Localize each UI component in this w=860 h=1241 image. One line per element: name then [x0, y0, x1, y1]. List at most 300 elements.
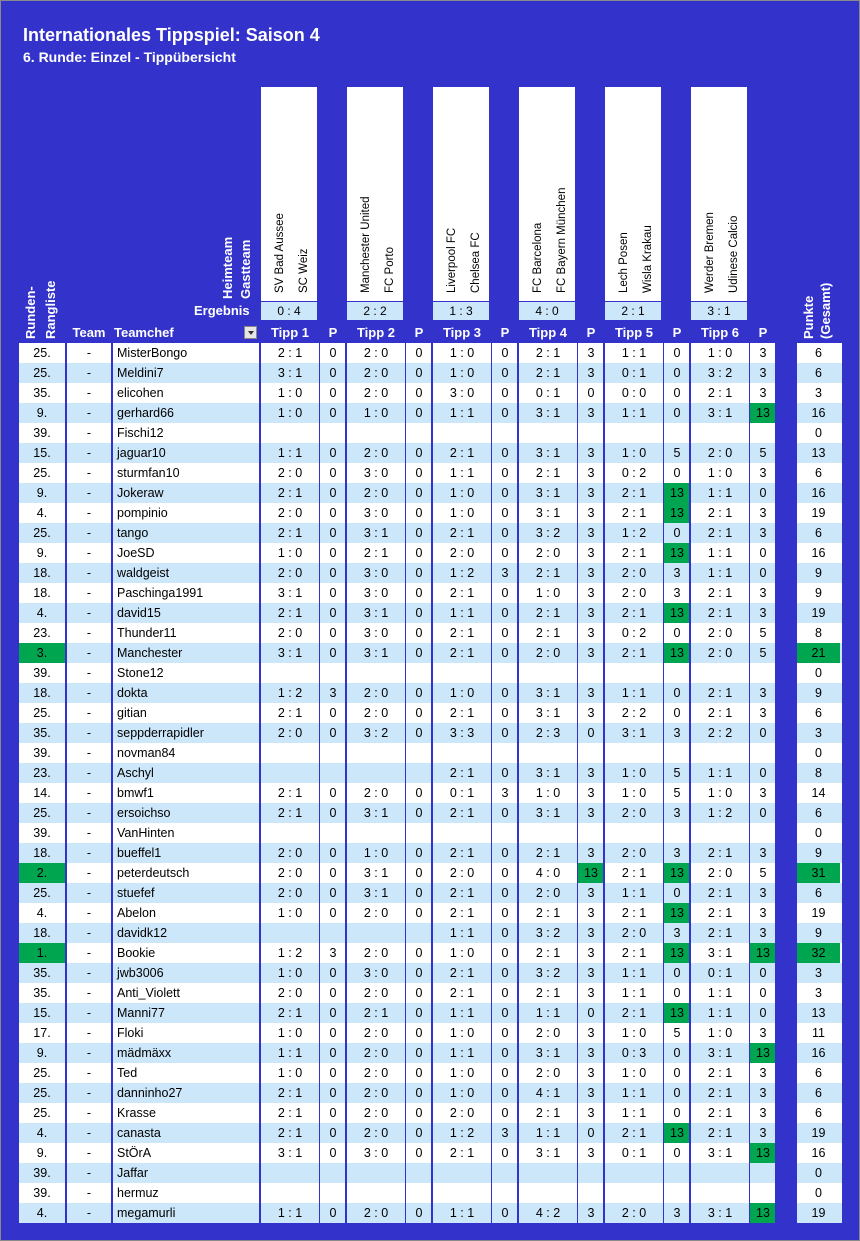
points-cell: 3 — [759, 786, 767, 800]
tipp-cell — [261, 923, 319, 943]
points-cell: 3 — [587, 1046, 595, 1060]
tipp-cell: 2 : 1 — [621, 486, 647, 500]
points-cell: 0 — [501, 386, 509, 400]
team-cell: - — [86, 966, 92, 980]
home-team-name: SV Bad Aussee — [274, 213, 286, 293]
points-cell — [319, 1163, 347, 1183]
points-cell — [319, 1183, 347, 1203]
tipp-cell — [605, 423, 663, 443]
points-cell: 5 — [759, 446, 767, 460]
points-cell: 0 — [329, 366, 337, 380]
points-cell: 0 — [415, 346, 423, 360]
teamchef-cell: jwb3006 — [117, 966, 164, 980]
total-points-cell: 9 — [815, 586, 822, 600]
teamchef-cell: Thunder11 — [117, 626, 177, 640]
tipp-cell: 2 : 1 — [449, 846, 475, 860]
header-heimteam: Heimteam — [220, 236, 235, 299]
points-cell: 0 — [415, 546, 423, 560]
total-points-cell: 13 — [811, 1006, 826, 1020]
rank-cell: 18. — [33, 846, 51, 860]
away-team-name: FC Bayern München — [556, 187, 568, 293]
points-cell: 0 — [329, 1046, 337, 1060]
total-points-cell: 31 — [797, 863, 840, 883]
tipp-cell: 3 : 1 — [707, 1146, 733, 1160]
points-cell: 3 — [501, 566, 509, 580]
tipp-cell: 2 : 1 — [535, 626, 561, 640]
tipp-cell: 2 : 1 — [621, 506, 647, 520]
column-divider — [431, 343, 433, 1223]
tipp-cell: 2 : 0 — [535, 1026, 561, 1040]
team-cell: - — [86, 526, 92, 540]
tipp-cell: 0 : 1 — [535, 386, 561, 400]
tipp-cell: 1 : 1 — [707, 546, 733, 560]
tipp-cell: 3 : 2 — [535, 966, 561, 980]
tipp-cell: 3 : 0 — [363, 1146, 389, 1160]
teamchef-cell: tango — [117, 526, 149, 540]
points-cell: 0 — [329, 1146, 337, 1160]
tipp-cell: 1 : 0 — [621, 1026, 647, 1040]
points-cell: 0 — [329, 406, 337, 420]
tipp-cell: 2 : 1 — [449, 986, 475, 1000]
team-cell: - — [86, 366, 92, 380]
tipp-cell: 1 : 1 — [535, 1126, 561, 1140]
rank-cell: 4. — [36, 906, 48, 920]
points-cell: 0 — [415, 686, 423, 700]
tipp-cell: 2 : 1 — [535, 906, 561, 920]
points-cell: 0 — [673, 986, 681, 1000]
column-divider — [663, 343, 664, 1223]
tipp-cell: 3 : 2 — [707, 366, 733, 380]
tipp-cell: 3 : 1 — [535, 806, 561, 820]
points-cell: 0 — [329, 1206, 337, 1220]
team-cell: - — [86, 1006, 92, 1020]
away-team-name: Wisla Krakau — [642, 225, 654, 293]
tipp-cell: 1 : 2 — [449, 1126, 475, 1140]
points-cell — [491, 823, 519, 843]
points-cell: 0 — [415, 1066, 423, 1080]
points-cell — [577, 823, 605, 843]
points-cell: 0 — [759, 546, 767, 560]
points-cell: 5 — [673, 1026, 681, 1040]
points-cell: 0 — [673, 886, 681, 900]
tipp-cell — [347, 743, 405, 763]
points-cell: 0 — [329, 1126, 337, 1140]
points-cell: 3 — [587, 546, 595, 560]
tipp-cell: 1 : 0 — [449, 506, 475, 520]
points-cell: 0 — [759, 486, 767, 500]
tipp-cell: 2 : 1 — [449, 646, 475, 660]
tipp-cell: 3 : 1 — [535, 686, 561, 700]
points-cell: 3 — [587, 766, 595, 780]
points-cell: 0 — [673, 386, 681, 400]
points-cell: 0 — [415, 446, 423, 460]
tipp-cell: 2 : 1 — [535, 986, 561, 1000]
points-cell: 0 — [329, 606, 337, 620]
filter-dropdown-button[interactable] — [244, 326, 257, 339]
team-cell: - — [86, 926, 92, 940]
points-cell: 0 — [673, 466, 681, 480]
points-cell: 0 — [329, 726, 337, 740]
points-cell: 0 — [501, 586, 509, 600]
points-cell: 13 — [749, 403, 777, 423]
points-cell: 0 — [329, 466, 337, 480]
tipp-cell — [347, 423, 405, 443]
tipp-cell: 3 : 1 — [707, 946, 733, 960]
rank-cell: 18. — [33, 586, 51, 600]
rank-cell: 23. — [33, 766, 51, 780]
points-cell: 3 — [759, 606, 767, 620]
tipp-cell: 2 : 1 — [277, 1086, 303, 1100]
tipp-cell: 2 : 1 — [277, 786, 303, 800]
tipp-cell: 2 : 1 — [277, 526, 303, 540]
rank-cell: 9. — [36, 486, 48, 500]
points-cell — [319, 763, 347, 783]
points-cell: 0 — [329, 506, 337, 520]
points-cell: 0 — [673, 1046, 681, 1060]
tipp-cell: 2 : 1 — [621, 1126, 647, 1140]
away-team-name: FC Porto — [384, 246, 396, 293]
points-cell: 3 — [587, 786, 595, 800]
points-cell: 0 — [329, 786, 337, 800]
points-cell: 0 — [759, 566, 767, 580]
tipp-cell: 2 : 1 — [621, 1006, 647, 1020]
teamchef-cell: pompinio — [117, 506, 168, 520]
tipp-cell: 1 : 1 — [621, 1106, 647, 1120]
team-cell: - — [86, 486, 92, 500]
tipp-cell: 3 : 1 — [707, 1046, 733, 1060]
tipp-cell: 2 : 0 — [363, 386, 389, 400]
tipp-cell: 1 : 0 — [449, 1066, 475, 1080]
total-points-cell: 19 — [811, 606, 826, 620]
tipp-cell — [261, 1183, 319, 1203]
rank-cell: 39. — [33, 746, 51, 760]
tipp-cell — [261, 823, 319, 843]
tipp-cell: 1 : 1 — [449, 926, 475, 940]
points-cell: 0 — [501, 846, 509, 860]
tipp-cell: 2 : 1 — [707, 526, 733, 540]
points-cell: 0 — [501, 1046, 509, 1060]
points-cell: 0 — [329, 386, 337, 400]
header-points-1: P — [328, 325, 338, 340]
tipp-cell: 2 : 0 — [363, 1206, 389, 1220]
points-cell: 0 — [759, 966, 767, 980]
teamchef-cell: waldgeist — [117, 566, 170, 580]
points-cell: 0 — [329, 486, 337, 500]
tipp-cell: 2 : 1 — [449, 806, 475, 820]
tipp-cell: 1 : 1 — [621, 346, 647, 360]
header-runden: Runden- — [23, 286, 38, 339]
tipp-cell: 2 : 1 — [707, 686, 733, 700]
tipp-cell: 0 : 1 — [707, 966, 733, 980]
points-cell: 0 — [673, 1086, 681, 1100]
team-cell: - — [86, 726, 92, 740]
tipp-cell: 2 : 0 — [363, 366, 389, 380]
header-points-3: P — [500, 325, 510, 340]
points-cell: 0 — [759, 1006, 767, 1020]
match-box-1 — [261, 87, 317, 301]
tipp-cell: 2 : 3 — [535, 726, 561, 740]
total-points-cell: 6 — [815, 806, 822, 820]
match-result-1: 0 : 4 — [261, 302, 317, 320]
tipp-cell: 2 : 1 — [535, 346, 561, 360]
total-points-cell: 6 — [815, 706, 822, 720]
tipp-cell: 2 : 1 — [449, 906, 475, 920]
points-cell: 3 — [673, 846, 681, 860]
tipp-cell: 2 : 0 — [707, 446, 733, 460]
teamchef-cell: novman84 — [117, 746, 176, 760]
tipp-cell — [519, 423, 577, 443]
points-cell: 0 — [501, 966, 509, 980]
tipp-cell — [433, 743, 491, 763]
match-result-6: 3 : 1 — [691, 302, 747, 320]
tipp-cell: 3 : 1 — [707, 1206, 733, 1220]
total-points-cell: 16 — [811, 546, 826, 560]
team-cell: - — [86, 466, 92, 480]
points-cell — [319, 743, 347, 763]
tipp-cell: 2 : 2 — [707, 726, 733, 740]
points-cell: 3 — [587, 906, 595, 920]
total-points-cell: 16 — [811, 406, 826, 420]
team-cell: - — [86, 1046, 92, 1060]
header-points-4: P — [586, 325, 596, 340]
team-cell: - — [86, 1086, 92, 1100]
total-points-cell: 11 — [812, 1026, 825, 1040]
points-cell: 0 — [415, 466, 423, 480]
points-cell: 0 — [673, 1106, 681, 1120]
tipp-cell: 1 : 1 — [277, 1206, 303, 1220]
total-points-cell: 3 — [815, 986, 822, 1000]
rank-cell: 4. — [36, 506, 48, 520]
total-points-cell: 3 — [815, 726, 822, 740]
points-cell: 3 — [587, 1206, 595, 1220]
rank-cell: 15. — [33, 1006, 51, 1020]
tipp-cell: 2 : 0 — [621, 586, 647, 600]
teamchef-cell: dokta — [117, 686, 148, 700]
away-team-name: SC Weiz — [298, 248, 310, 293]
rank-cell: 25. — [33, 526, 51, 540]
tipp-cell: 3 : 1 — [535, 506, 561, 520]
teamchef-cell: VanHinten — [117, 826, 175, 840]
points-cell: 0 — [673, 346, 681, 360]
points-cell: 0 — [415, 706, 423, 720]
tipp-cell: 1 : 0 — [449, 686, 475, 700]
tipp-cell — [519, 1183, 577, 1203]
rank-cell: 39. — [33, 1186, 51, 1200]
tipp-cell: 1 : 2 — [277, 686, 303, 700]
tipp-cell — [433, 1163, 491, 1183]
points-cell — [319, 923, 347, 943]
team-cell: - — [86, 626, 92, 640]
total-points-cell: 9 — [815, 686, 822, 700]
points-cell: 3 — [759, 1126, 767, 1140]
teamchef-cell: seppderrapidler — [117, 726, 204, 740]
points-cell — [749, 823, 777, 843]
tipp-cell: 2 : 0 — [449, 866, 475, 880]
points-cell — [749, 1163, 777, 1183]
tipp-cell: 2 : 0 — [277, 886, 303, 900]
points-cell: 0 — [501, 646, 509, 660]
tipp-cell: 3 : 1 — [535, 1146, 561, 1160]
points-cell — [663, 1163, 691, 1183]
points-cell: 3 — [759, 386, 767, 400]
rank-cell: 39. — [33, 666, 51, 680]
tipp-cell: 2 : 1 — [707, 506, 733, 520]
points-cell: 3 — [673, 566, 681, 580]
rank-cell: 4. — [36, 1206, 48, 1220]
tipp-cell: 1 : 0 — [277, 546, 303, 560]
total-points-cell: 0 — [815, 1186, 822, 1200]
rank-cell: 9. — [36, 546, 48, 560]
tipp-cell: 3 : 0 — [449, 386, 475, 400]
tipp-cell: 0 : 1 — [621, 366, 647, 380]
tipp-cell: 1 : 0 — [277, 1026, 303, 1040]
points-cell: 13 — [663, 943, 691, 963]
total-points-cell: 0 — [815, 746, 822, 760]
points-cell: 0 — [501, 606, 509, 620]
team-cell: - — [86, 346, 92, 360]
tipp-cell: 1 : 1 — [621, 986, 647, 1000]
tipp-cell: 2 : 1 — [277, 1106, 303, 1120]
points-cell: 0 — [329, 1026, 337, 1040]
points-cell: 3 — [587, 566, 595, 580]
tipp-cell: 1 : 1 — [535, 1006, 561, 1020]
tipp-cell: 2 : 1 — [707, 846, 733, 860]
tipp-cell: 3 : 1 — [363, 806, 389, 820]
tipp-cell: 1 : 0 — [707, 786, 733, 800]
points-cell — [749, 743, 777, 763]
tipp-cell — [433, 423, 491, 443]
team-cell: - — [86, 606, 92, 620]
points-cell: 0 — [415, 586, 423, 600]
team-cell: - — [86, 706, 92, 720]
points-cell: 5 — [673, 786, 681, 800]
tipp-cell: 3 : 0 — [363, 626, 389, 640]
tipp-cell: 3 : 1 — [535, 446, 561, 460]
teamchef-cell: stuefef — [117, 886, 155, 900]
points-cell: 0 — [673, 406, 681, 420]
tipp-cell — [691, 1183, 749, 1203]
total-points-cell: 6 — [815, 466, 822, 480]
points-cell: 0 — [501, 406, 509, 420]
tipp-cell: 0 : 2 — [621, 626, 647, 640]
points-cell — [577, 663, 605, 683]
tipp-cell: 3 : 1 — [535, 406, 561, 420]
tipp-cell: 1 : 0 — [277, 906, 303, 920]
points-cell: 3 — [759, 926, 767, 940]
points-cell: 3 — [759, 466, 767, 480]
points-cell: 0 — [415, 846, 423, 860]
points-cell: 13 — [663, 1003, 691, 1023]
points-cell: 5 — [673, 446, 681, 460]
total-points-cell: 0 — [815, 826, 822, 840]
tipp-cell: 2 : 0 — [363, 1086, 389, 1100]
points-cell: 0 — [329, 966, 337, 980]
teamchef-cell: hermuz — [117, 1186, 159, 1200]
teamchef-cell: Meldini7 — [117, 366, 164, 380]
tipp-cell: 2 : 0 — [449, 1106, 475, 1120]
rank-cell: 35. — [33, 986, 51, 1000]
tipp-cell: 1 : 2 — [621, 526, 647, 540]
team-cell: - — [86, 646, 92, 660]
tipp-cell: 2 : 1 — [621, 646, 647, 660]
points-cell: 0 — [415, 906, 423, 920]
tipp-cell: 2 : 0 — [277, 846, 303, 860]
points-cell: 0 — [329, 1006, 337, 1020]
tipp-cell: 2 : 2 — [621, 706, 647, 720]
tipp-cell: 2 : 0 — [621, 1206, 647, 1220]
total-points-cell: 19 — [811, 506, 826, 520]
tipp-cell: 1 : 1 — [277, 446, 303, 460]
points-cell: 3 — [759, 1026, 767, 1040]
total-points-cell: 13 — [811, 446, 826, 460]
points-cell — [405, 823, 433, 843]
points-cell: 0 — [329, 806, 337, 820]
tipp-cell: 2 : 0 — [707, 646, 733, 660]
points-cell: 0 — [415, 626, 423, 640]
teamchef-cell: danninho27 — [117, 1086, 183, 1100]
match-box-3 — [433, 87, 489, 301]
tipp-cell: 2 : 0 — [363, 986, 389, 1000]
tipp-cell: 2 : 0 — [621, 926, 647, 940]
tipp-cell — [433, 1183, 491, 1203]
tipp-cell: 2 : 0 — [363, 706, 389, 720]
points-cell: 0 — [329, 586, 337, 600]
points-cell — [749, 1183, 777, 1203]
match-box-6 — [691, 87, 747, 301]
points-cell: 0 — [587, 386, 595, 400]
points-cell: 3 — [759, 506, 767, 520]
tipp-cell: 2 : 0 — [363, 786, 389, 800]
points-cell: 3 — [587, 366, 595, 380]
points-cell: 3 — [587, 446, 595, 460]
team-cell: - — [86, 906, 92, 920]
teamchef-cell: Manni77 — [117, 1006, 165, 1020]
rank-cell: 18. — [33, 566, 51, 580]
tipp-cell: 3 : 2 — [535, 926, 561, 940]
points-cell — [663, 743, 691, 763]
teamchef-cell: Ted — [117, 1066, 138, 1080]
tipp-cell: 2 : 0 — [363, 1126, 389, 1140]
tipp-cell: 1 : 0 — [621, 446, 647, 460]
tipp-cell: 2 : 0 — [707, 866, 733, 880]
tipp-cell: 1 : 1 — [621, 966, 647, 980]
total-points-cell: 6 — [815, 1086, 822, 1100]
tipp-cell: 2 : 0 — [277, 626, 303, 640]
points-cell: 0 — [415, 606, 423, 620]
total-points-cell: 6 — [815, 346, 822, 360]
teamchef-cell: StÖrA — [117, 1146, 152, 1160]
tipp-cell: 2 : 1 — [277, 806, 303, 820]
total-points-cell: 8 — [815, 626, 822, 640]
tipp-cell: 2 : 1 — [707, 706, 733, 720]
tipp-cell: 1 : 2 — [449, 566, 475, 580]
tipp-cell: 1 : 1 — [449, 1006, 475, 1020]
points-cell: 0 — [673, 1066, 681, 1080]
rank-cell: 25. — [33, 886, 51, 900]
total-points-cell: 32 — [797, 943, 840, 963]
rank-cell: 25. — [33, 1066, 51, 1080]
total-points-cell: 6 — [815, 366, 822, 380]
tipp-cell: 0 : 1 — [449, 786, 475, 800]
tipp-cell: 2 : 1 — [707, 1126, 733, 1140]
points-cell: 3 — [587, 926, 595, 940]
tipp-cell: 2 : 0 — [363, 1066, 389, 1080]
team-cell: - — [86, 1206, 92, 1220]
match-box-2 — [347, 87, 403, 301]
points-cell: 3 — [501, 786, 509, 800]
points-cell: 3 — [587, 806, 595, 820]
tipp-cell: 2 : 1 — [277, 1126, 303, 1140]
